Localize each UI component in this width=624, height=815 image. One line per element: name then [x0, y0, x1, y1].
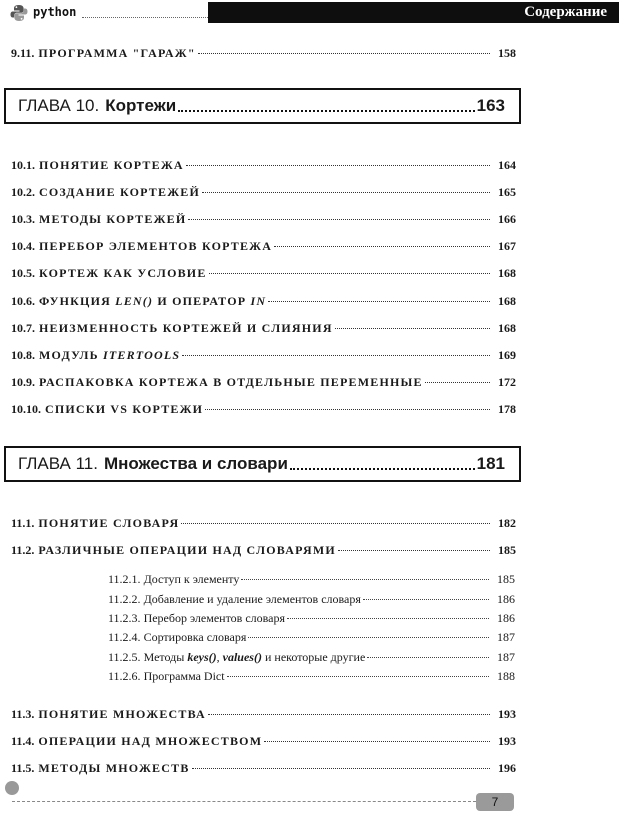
dot-leader: [268, 301, 490, 302]
entry-title: СОЗДАНИЕ КОРТЕЖЕЙ: [39, 185, 201, 199]
toc-entry[interactable]: [11, 158, 516, 174]
entry-page: 168: [498, 321, 516, 335]
toc-entry[interactable]: [11, 185, 516, 201]
code-term: IN: [250, 294, 267, 308]
entry-number: 10.2.: [11, 185, 35, 199]
chapter-label: ГЛАВА 11.: [18, 454, 98, 473]
entry-page: 193: [498, 734, 516, 748]
entry-number: 10.1.: [11, 158, 35, 172]
dot-leader: [188, 219, 490, 220]
title-text: МОДУЛЬ: [39, 348, 103, 362]
dot-leader: [186, 165, 490, 166]
entry-title: ПОНЯТИЕ КОРТЕЖА: [39, 158, 184, 172]
entry-title: КОРТЕЖ КАК УСЛОВИЕ: [39, 266, 207, 280]
toc-entry[interactable]: [11, 707, 516, 723]
entry-number: 11.3.: [11, 707, 35, 721]
brand-name: python: [33, 5, 77, 19]
entry-number: 10.3.: [11, 212, 35, 226]
title-text: Методы: [143, 650, 188, 664]
toc-entry[interactable]: [11, 734, 516, 750]
entry-number: 9.11.: [11, 46, 35, 60]
entry-number: 10.10.: [11, 402, 41, 416]
chapter-heading[interactable]: [4, 446, 521, 482]
dot-leader: [178, 110, 474, 112]
entry-page: 158: [498, 46, 516, 60]
page-header: [0, 0, 624, 24]
entry-number: 10.6.: [11, 294, 35, 308]
subentry-title: Сортировка словаря: [143, 630, 247, 644]
toc-entry[interactable]: [11, 761, 516, 777]
dot-leader: [227, 676, 489, 677]
entry-title: МЕТОДЫ МНОЖЕСТВ: [38, 761, 190, 775]
entry-page: 172: [498, 375, 516, 389]
toc-entry[interactable]: [11, 321, 516, 337]
entry-number: 10.5.: [11, 266, 35, 280]
title-text: ФУНКЦИЯ: [39, 294, 116, 308]
python-logo-icon: [10, 4, 28, 22]
entry-page: 196: [498, 761, 516, 775]
dot-leader: [202, 192, 490, 193]
dot-leader: [290, 468, 475, 470]
toc-entry[interactable]: [11, 348, 516, 364]
toc-subentry[interactable]: [108, 572, 515, 588]
entry-page: 168: [498, 266, 516, 280]
entry-number: 11.1.: [11, 516, 35, 530]
header-bar: [208, 2, 619, 23]
entry-number: 11.4.: [11, 734, 35, 748]
toc-entry[interactable]: [11, 543, 516, 559]
entry-number: 10.8.: [11, 348, 35, 362]
entry-title: ОПЕРАЦИИ НАД МНОЖЕСТВОМ: [38, 734, 263, 748]
code-term: ITERTOOLS: [102, 348, 181, 362]
subentry-number: 11.2.6.: [108, 669, 141, 683]
subentry-page: 186: [497, 592, 515, 606]
dot-leader: [192, 768, 490, 769]
entry-page: 193: [498, 707, 516, 721]
entry-page: 169: [498, 348, 516, 362]
entry-page: 185: [498, 543, 516, 557]
dot-leader: [208, 714, 490, 715]
entry-title: НЕИЗМЕННОСТЬ КОРТЕЖЕЙ И СЛИЯНИЯ: [39, 321, 333, 335]
chapter-label: ГЛАВА 10.: [18, 96, 100, 115]
subentry-page: 188: [497, 669, 515, 683]
footer-circle-marker: [5, 781, 19, 795]
subentry-title: Доступ к элементу: [143, 572, 240, 586]
entry-title: РАСПАКОВКА КОРТЕЖА В ОТДЕЛЬНЫЕ ПЕРЕМЕННЫЕ: [39, 375, 423, 389]
dot-leader: [287, 618, 489, 619]
title-text: И ОПЕРАТОР: [153, 294, 251, 308]
subentry-number: 11.2.3.: [108, 611, 141, 625]
entry-title: ПРОГРАММА "ГАРАЖ": [38, 46, 196, 60]
entry-title: ПЕРЕБОР ЭЛЕМЕНТОВ КОРТЕЖА: [39, 239, 273, 253]
subentry-page: 186: [497, 611, 515, 625]
toc-entry[interactable]: [11, 375, 516, 391]
toc-entry[interactable]: [11, 294, 516, 310]
subentry-title: [144, 650, 366, 665]
toc-entry[interactable]: [11, 402, 516, 418]
entry-page: 167: [498, 239, 516, 253]
toc-subentry[interactable]: [108, 650, 515, 666]
entry-number: 11.5.: [11, 761, 35, 775]
entry-title: [39, 348, 180, 363]
entry-number: 11.2.: [11, 543, 35, 557]
entry-page: 165: [498, 185, 516, 199]
entry-page: 166: [498, 212, 516, 226]
chapter-title: Множества и словари: [103, 454, 288, 473]
dot-leader: [338, 550, 490, 551]
subentry-title: Программа Dict: [143, 669, 225, 683]
entry-number: 10.4.: [11, 239, 35, 253]
code-term: LEN(): [115, 294, 154, 308]
dot-leader: [181, 523, 490, 524]
footer-divider: [12, 801, 476, 802]
entry-title: ПОНЯТИЕ МНОЖЕСТВА: [38, 707, 206, 721]
dot-leader: [241, 579, 489, 580]
toc-subentry[interactable]: [108, 669, 515, 685]
subentry-page: 187: [497, 630, 515, 644]
subentry-page: 187: [497, 650, 515, 664]
subentry-title: Перебор элементов словаря: [143, 611, 285, 625]
dot-leader: [248, 637, 489, 638]
dot-leader: [425, 382, 490, 383]
entry-number: 10.7.: [11, 321, 35, 335]
entry-number: 10.9.: [11, 375, 35, 389]
subentry-number: 11.2.1.: [108, 572, 141, 586]
entry-title: СПИСКИ VS КОРТЕЖИ: [45, 402, 204, 416]
dot-leader: [367, 657, 489, 658]
toc-subentry[interactable]: [108, 611, 515, 627]
toc-subentry[interactable]: [108, 630, 515, 646]
dot-leader: [198, 53, 490, 54]
subentry-number: 11.2.4.: [108, 630, 141, 644]
entry-page: 182: [498, 516, 516, 530]
chapter-page: 163: [476, 96, 505, 115]
dot-leader: [182, 355, 490, 356]
header-divider: [82, 17, 208, 18]
subentry-number: 11.2.2.: [108, 592, 141, 606]
chapter-title: Кортежи: [105, 96, 177, 115]
entry-page: 168: [498, 294, 516, 308]
toc-entry[interactable]: [11, 516, 516, 532]
entry-title: РАЗЛИЧНЫЕ ОПЕРАЦИИ НАД СЛОВАРЯМИ: [38, 543, 336, 557]
toc-entry[interactable]: [11, 239, 516, 255]
entry-title: МЕТОДЫ КОРТЕЖЕЙ: [39, 212, 187, 226]
code-term: values(): [222, 650, 262, 664]
toc-entry[interactable]: [11, 266, 516, 282]
dot-leader: [205, 409, 490, 410]
dot-leader: [264, 741, 490, 742]
entry-page: 178: [498, 402, 516, 416]
subentry-title: Добавление и удаление элементов словаря: [143, 592, 361, 606]
code-term: keys(): [187, 650, 217, 664]
section-title: Содержание: [524, 4, 607, 20]
toc-entry[interactable]: [11, 46, 516, 62]
dot-leader: [363, 599, 489, 600]
chapter-page: 181: [476, 454, 505, 473]
subentry-page: 185: [497, 572, 515, 586]
chapter-heading[interactable]: [4, 88, 521, 124]
entry-page: 164: [498, 158, 516, 172]
subentry-number: 11.2.5.: [108, 650, 141, 664]
dot-leader: [274, 246, 490, 247]
entry-title: ПОНЯТИЕ СЛОВАРЯ: [38, 516, 180, 530]
dot-leader: [209, 273, 490, 274]
title-text: и некоторые другие: [261, 650, 366, 664]
page-number-badge: 7: [476, 793, 514, 811]
toc-entry[interactable]: [11, 212, 516, 228]
entry-title: [39, 294, 266, 309]
toc-subentry[interactable]: [108, 592, 515, 608]
title-text: ,: [216, 650, 223, 664]
dot-leader: [335, 328, 490, 329]
